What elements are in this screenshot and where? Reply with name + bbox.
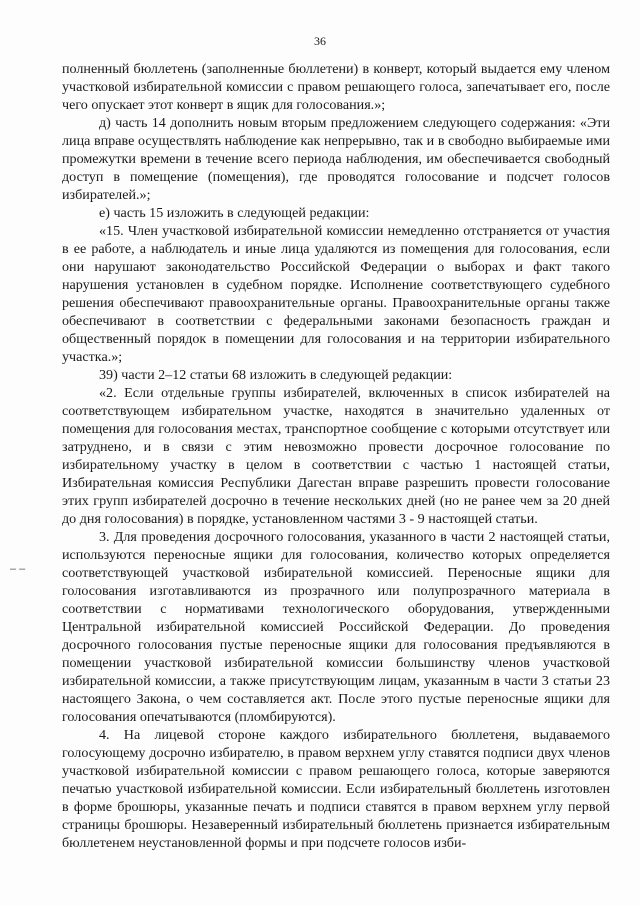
paragraph-part-3: 3. Для проведения досрочного голосования, указанного в части 2 настоящей статьи, используются переносные ящики для голосования, количество которых определяется соответствующей участковой избирательной комиссией. Переносные ящики для голосования изготавливаются из прозрачного или полупрозрачного материала в соответствии с нормативами технологического оборудования, утвержденными Центральной избирательной комиссией Российской Федерации. До проведения досрочного голосования пустые переносные ящики для голосования предъявляются в помещении участковой избирательной комиссии большинству членов участковой избирательной комиссии, а также присутствующим лицам, указанным в части 3 статьи 23 настоящего Закона, о чем составляется акт. После этого пустые переносные ящики для голосования опечатываются (пломбируются). bbox=[62, 529, 610, 725]
paragraph-part-15: «15. Член участковой избирательной комиссии немедленно отстраняется от участия в ее работе, а наблюдатель и иные лица удаляются из помещения для голосования, если они нарушают законодательство Российской Федерации о выборах и факт такого нарушения установлен в судебном порядке. Исполнение соответствующего судебного решения обеспечивают правоохранительные органы. Правоохранительные органы также обеспечивают в соответствии с федеральными законами безопасность граждан и общественный порядок в помещении для голосования и на территории избирательного участка.»; bbox=[62, 223, 610, 365]
paragraph-amendment-d: д) часть 14 дополнить новым вторым предложением следующего содержания: «Эти лица вправе осуществлять наблюдение как непрерывно, так и в свободно выбираемые ими промежутки времени в течение всего периода наблюдения, им обеспечивается свободный доступ в помещение (помещения), где проводятся голосование и подсчет голосов избирателей.»; bbox=[62, 115, 610, 203]
paragraph-amendment-e: е) часть 15 изложить в следующей редакции: bbox=[99, 205, 370, 221]
margin-marks: – – bbox=[10, 563, 26, 575]
paragraph-item-39: 39) части 2–12 статьи 68 изложить в следующей редакции: bbox=[99, 367, 453, 383]
document-body bbox=[62, 60, 610, 852]
paragraph-part-2: «2. Если отдельные группы избирателей, включенных в список избирателей на соответствующем избирательном участке, находятся в значительно удаленных от помещения для голосования местах, транспортное сообщение с которыми отсутствует или затруднено, и в связи с этим невозможно провести досрочное голосование по избирательному участку в целом в соответствии с частью 1 настоящей статьи, Избирательная комиссия Республики Дагестан вправе разрешить провести голосование этих групп избирателей досрочно в течение нескольких дней (но не ранее чем за 20 дней до дня голосования) в порядке, установленном частями 3 - 9 настоящей статьи. bbox=[62, 385, 610, 527]
paragraph-part-4: 4. На лицевой стороне каждого избирательного бюллетеня, выдаваемого голосующему досрочно избирателю, в правом верхнем углу ставятся подписи двух членов участковой избирательной комиссии с правом решающего голоса, которые заверяются печатью участковой избирательной комиссии. Если избирательный бюллетень изготовлен в форме брошюры, указанные печать и подписи ставятся в правом верхнем углу первой страницы брошюры. Незаверенный избирательный бюллетень признается избирательным бюллетенем неустановленной формы и при подсчете голосов изби- bbox=[62, 727, 610, 851]
page-number: 36 bbox=[314, 34, 326, 48]
paragraph-continuation: полненный бюллетень (заполненные бюллетени) в конверт, который выдается ему членом участковой избирательной комиссии с правом решающего голоса, запечатывает его, после чего опускает этот конверт в ящик для голосования.»; bbox=[62, 61, 610, 113]
